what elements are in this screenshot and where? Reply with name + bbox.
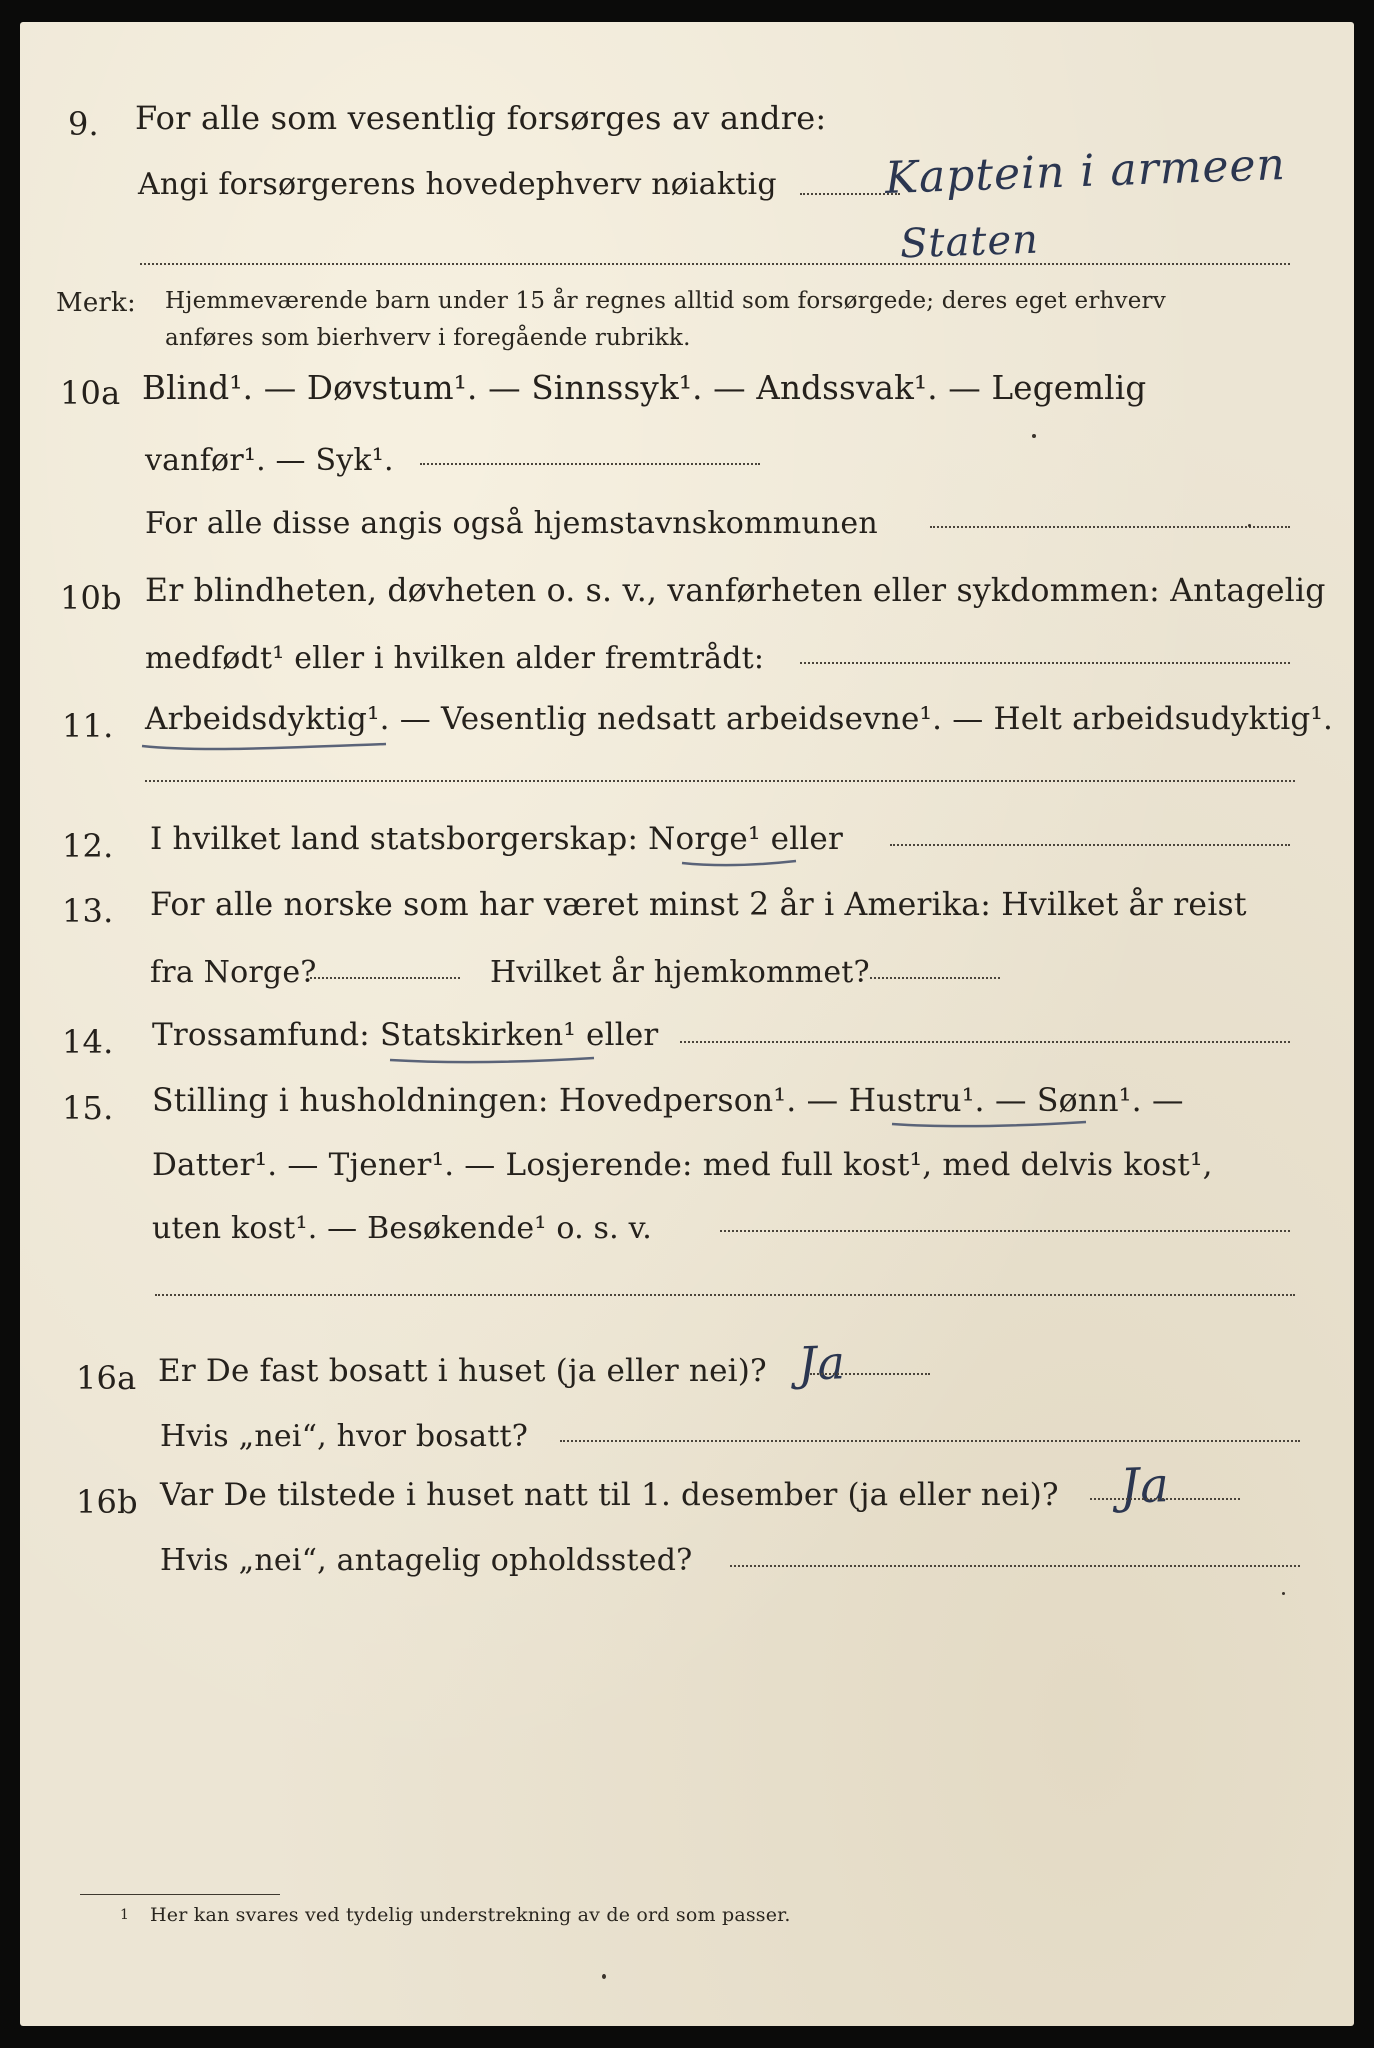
q12-text: I hvilket land statsborgerskap: Norge¹ eller (150, 821, 843, 857)
q16b-dotted-line (1090, 1498, 1240, 1500)
footnote-mark: 1 (120, 1907, 130, 1923)
q14-dotted-line (680, 1041, 1290, 1043)
q9-handwritten-answer-2: Staten (899, 216, 1040, 268)
q16b-number: 16b (76, 1483, 138, 1521)
q13-line-2a: fra Norge? (150, 955, 317, 990)
q12-handwritten-underline (680, 855, 800, 871)
q15-line-2: Datter¹. — Tjener¹. — Losjerende: med full kost¹, med delvis kost¹, (152, 1147, 1213, 1183)
q14-handwritten-underline (388, 1052, 598, 1068)
footnote-text: Her kan svares ved tydelig understrekning av de ord som passer. (150, 1904, 791, 1926)
q10a-line-2: vanfør¹. — Syk¹. (145, 443, 394, 478)
q16b-handwritten-answer: Ja (1119, 1457, 1171, 1515)
q9-number: 9. (68, 105, 99, 143)
q16b-dotted-line-2 (730, 1565, 1300, 1567)
q15-number: 15. (62, 1089, 114, 1127)
q10a-number: 10a (60, 374, 121, 412)
paper-speck (1248, 524, 1251, 527)
q9-handwritten-answer: Kaptein i armeen (884, 139, 1287, 204)
footnote-rule (80, 1894, 280, 1895)
q13-line-2b: Hvilket år hjemkommet? (490, 955, 870, 990)
q16a-dotted-line (810, 1373, 930, 1375)
q16a-handwritten-answer: Ja (797, 1335, 847, 1391)
merk-line-2: anføres som bierhverv i foregående rubrikk. (165, 325, 691, 351)
q9-subquestion: Angi forsørgerens hovedерhverv nøiaktig (138, 167, 777, 202)
q10a-line-1: Blind¹. — Døvstum¹. — Sinnssyk¹. — Andssvak¹. — Legemlig (142, 369, 1147, 407)
q14-text: Trossamfund: Statskirken¹ eller (152, 1017, 659, 1053)
q10b-line-2: medfødt¹ eller i hvilken alder fremtrådt: (145, 641, 765, 676)
q13-dotted-line (310, 977, 460, 979)
q15-dotted-line-2 (155, 1294, 1295, 1296)
merk-line-1: Hjemmeværende barn under 15 år regnes alltid som forsørgede; deres eget erhverv (165, 288, 1166, 314)
q15-handwritten-underline (890, 1116, 1090, 1132)
q10b-number: 10b (60, 579, 122, 617)
q14-number: 14. (62, 1023, 114, 1061)
q15-line-1: Stilling i husholdningen: Hovedperson¹. — Hustru¹. — Sønn¹. — (152, 1083, 1184, 1119)
q10b-dotted-line (800, 662, 1290, 664)
q15-line-3: uten kost¹. — Besøkende¹ o. s. v. (152, 1211, 652, 1246)
paper-speck (1282, 1592, 1285, 1595)
q12-dotted-line (890, 844, 1290, 846)
q9-text: For alle som vesentlig forsørges av andre: (135, 99, 827, 137)
q16a-dotted-line-2 (560, 1440, 1300, 1442)
q11-dotted-line (145, 780, 1295, 782)
q16a-line-1: Er De fast bosatt i huset (ja eller nei)? (158, 1353, 767, 1389)
q13-line-1: For alle norske som har været minst 2 år i Amerika: Hvilket år reist (150, 887, 1247, 923)
q15-dotted-line (720, 1230, 1290, 1232)
q13-number: 13. (62, 892, 114, 930)
q10a-dotted-line-2 (930, 526, 1290, 528)
q16a-number: 16a (76, 1359, 137, 1397)
q13-dotted-line-2 (870, 977, 1000, 979)
q16b-line-1: Var De tilstede i huset natt til 1. desember (ja eller nei)? (160, 1477, 1059, 1513)
q11-text: Arbeidsdyktig¹. — Vesentlig nedsatt arbeidsevne¹. — Helt arbeidsudyktig¹. (145, 701, 1334, 737)
q11-handwritten-underline (140, 736, 390, 756)
merk-label: Merk: (56, 288, 136, 318)
paper-speck (1032, 434, 1036, 438)
census-form-page (20, 22, 1354, 2026)
paper-speck (602, 1974, 606, 1979)
q11-number: 11. (62, 707, 114, 745)
q16b-line-2: Hvis „nei“, antagelig opholdssted? (160, 1543, 693, 1578)
q16a-line-2: Hvis „nei“, hvor bosatt? (160, 1419, 529, 1454)
q10a-dotted-line (420, 463, 760, 465)
q9-dotted-line-2 (140, 263, 1290, 265)
q12-number: 12. (62, 827, 114, 865)
q10b-line-1: Er blindheten, døvheten o. s. v., vanførheten eller sykdommen: Antagelig (145, 573, 1326, 609)
q10a-line-3: For alle disse angis også hjemstavnskommunen (145, 506, 878, 541)
